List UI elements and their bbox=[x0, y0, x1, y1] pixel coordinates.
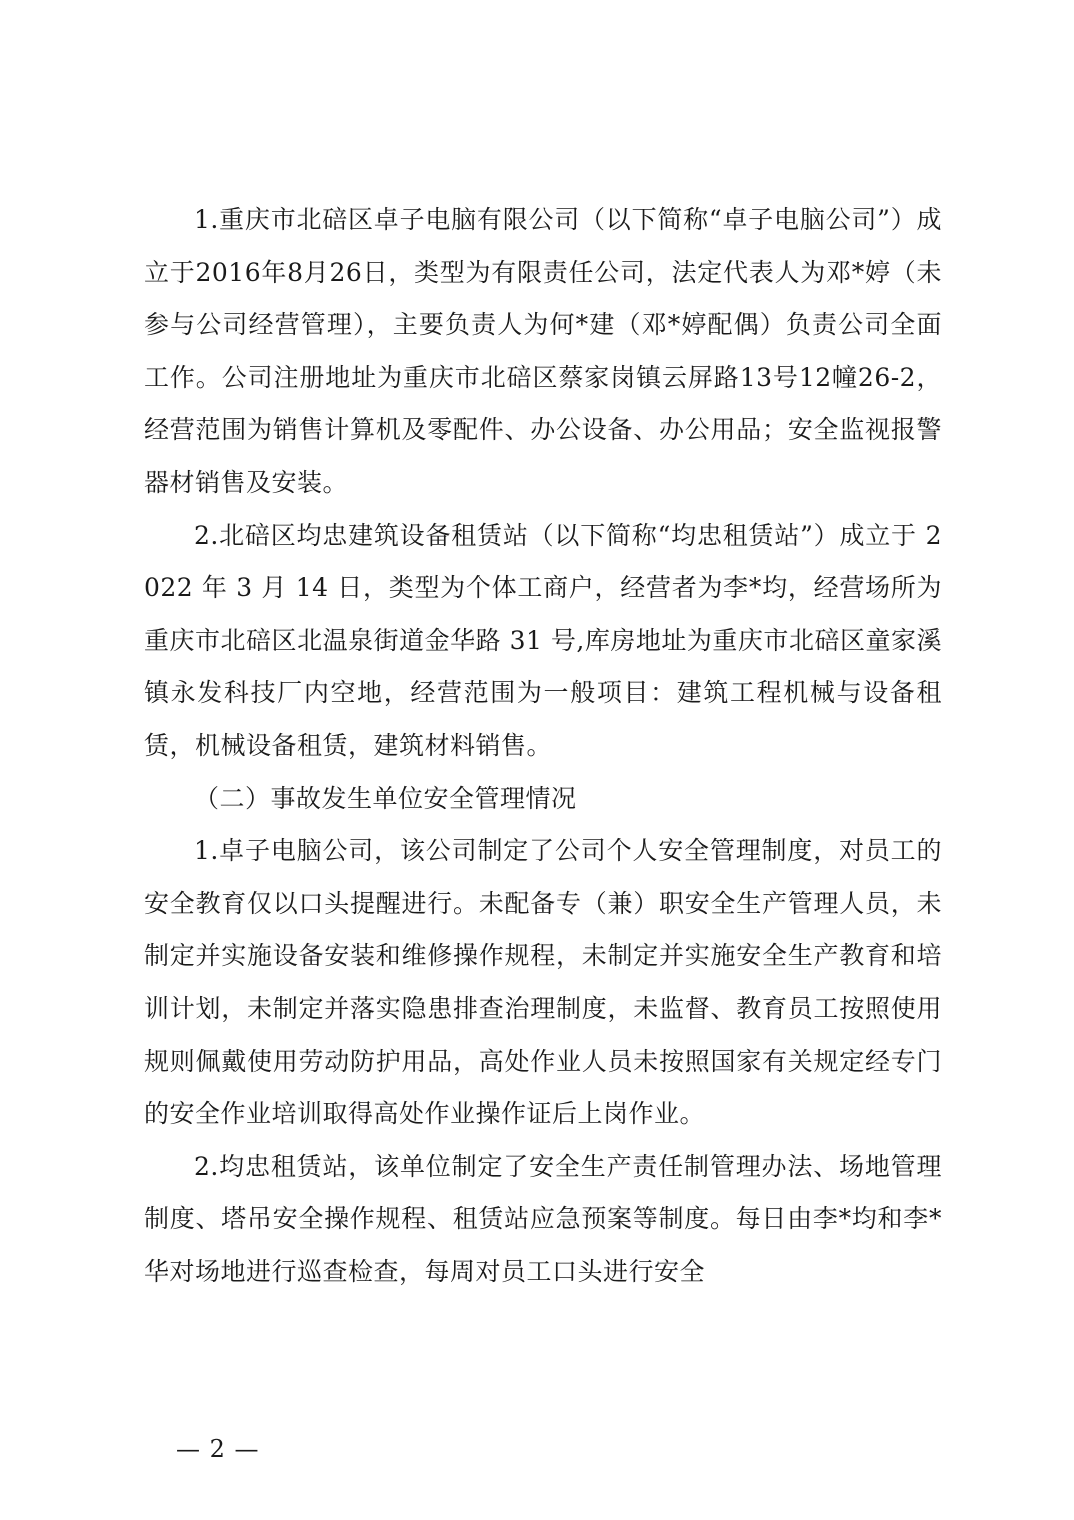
paragraph-company-zhuozi: 1.重庆市北碚区卓子电脑有限公司（以下简称“卓子电脑公司”）成立于2016年8月26日，类型为有限责任公司，法定代表人为邓*婷（未参与公司经营管理），主要负责人为何*建（邓*婷配偶）负责公司全面工作。公司注册地址为重庆市北碚区蔡家岗镇云屏路13号12幢26-2，经营范围为销售计算机及零配件、办公设备、办公用品；安全监视报警器材销售及安装。 bbox=[144, 205, 942, 497]
page-number: — 2 — bbox=[176, 1435, 260, 1463]
paragraph-safety-junzhong: 2.均忠租赁站，该单位制定了安全生产责任制管理办法、场地管理制度、塔吊安全操作规程、租赁站应急预案等制度。每日由李*均和李*华对场地进行巡查检查，每周对员工口头进行安全 bbox=[144, 1151, 942, 1286]
paragraph-company-junzhong: 2.北碚区均忠建筑设备租赁站（以下简称“均忠租赁站”）成立于 2022 年 3 月 14 日，类型为个体工商户，经营者为李*均，经营场所为重庆市北碚区北温泉街道金华路 31 号,库房地址为重庆市北碚区童家溪镇永发科技厂内空地，经营范围为一般项目：建筑工程机械与设备租赁，机械设备租赁，建筑材料销售。 bbox=[144, 520, 942, 760]
section-heading: （二）事故发生单位安全管理情况 bbox=[194, 783, 577, 813]
paragraph-safety-zhuozi: 1.卓子电脑公司，该公司制定了公司个人安全管理制度，对员工的安全教育仅以口头提醒进行。未配备专（兼）职安全生产管理人员，未制定并实施设备安装和维修操作规程，未制定并实施安全生产教育和培训计划，未制定并落实隐患排查治理制度，未监督、教育员工按照使用规则佩戴使用劳动防护用品，高处作业人员未按照国家有关规定经专门的安全作业培训取得高处作业操作证后上岗作业。 bbox=[144, 836, 942, 1129]
document-body bbox=[144, 194, 942, 1298]
